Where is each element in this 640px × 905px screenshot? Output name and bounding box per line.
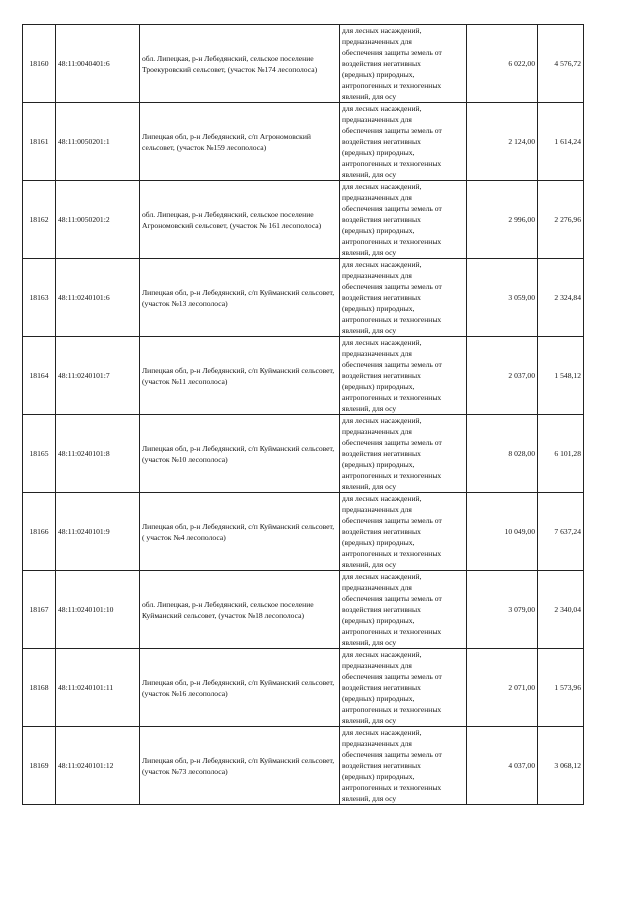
- value-cell: 2 324,84: [538, 259, 584, 337]
- area-cell: 8 028,00: [467, 415, 538, 493]
- address-cell: Липецкая обл, р-н Лебедянский, с/п Куйманский сельсовет, (участок №73 лесополоса): [140, 727, 340, 805]
- land-use-purpose-cell: для лесных насаждений, предназначенных для обеспечения защиты земель от воздействия негативных (вредных) природных, антропогенных и техногенных явлений, для осу: [340, 25, 467, 103]
- value-cell: 1 614,24: [538, 103, 584, 181]
- land-use-purpose-cell: для лесных насаждений, предназначенных для обеспечения защиты земель от воздействия негативных (вредных) природных, антропогенных и техногенных явлений, для осу: [340, 259, 467, 337]
- land-use-purpose-cell: для лесных насаждений, предназначенных для обеспечения защиты земель от воздействия негативных (вредных) природных, антропогенных и техногенных явлений, для осу: [340, 103, 467, 181]
- table-row: [23, 259, 584, 337]
- area-cell: 2 124,00: [467, 103, 538, 181]
- row-number-cell: 18165: [23, 415, 56, 493]
- land-plots-table: [22, 24, 584, 805]
- value-cell: 2 340,04: [538, 571, 584, 649]
- row-number-cell: 18164: [23, 337, 56, 415]
- land-use-purpose-cell: для лесных насаждений, предназначенных для обеспечения защиты земель от воздействия негативных (вредных) природных, антропогенных и техногенных явлений, для осу: [340, 493, 467, 571]
- value-cell: 7 637,24: [538, 493, 584, 571]
- table-row: [23, 25, 584, 103]
- table-row: [23, 415, 584, 493]
- area-cell: 10 049,00: [467, 493, 538, 571]
- address-cell: обл. Липецкая, р-н Лебедянский, сельское поселение Троекуровский сельсовет, (участок №174 лесополоса): [140, 25, 340, 103]
- address-cell: Липецкая обл, р-н Лебедянский, с/п Куйманский сельсовет, (участок №10 лесополоса): [140, 415, 340, 493]
- cadastral-number-cell: 48:11:0240101:12: [56, 727, 140, 805]
- table-row: [23, 571, 584, 649]
- table-row: [23, 337, 584, 415]
- cadastral-number-cell: 48:11:0040401:6: [56, 25, 140, 103]
- cadastral-number-cell: 48:11:0240101:11: [56, 649, 140, 727]
- table-body: [23, 25, 584, 805]
- address-cell: обл. Липецкая, р-н Лебедянский, сельское поселение Агрономовский сельсовет, (участок № 161 лесополоса): [140, 181, 340, 259]
- row-number-cell: 18161: [23, 103, 56, 181]
- cadastral-number-cell: 48:11:0240101:7: [56, 337, 140, 415]
- value-cell: 2 276,96: [538, 181, 584, 259]
- table-row: [23, 103, 584, 181]
- value-cell: 4 576,72: [538, 25, 584, 103]
- row-number-cell: 18163: [23, 259, 56, 337]
- cadastral-number-cell: 48:11:0240101:9: [56, 493, 140, 571]
- row-number-cell: 18160: [23, 25, 56, 103]
- row-number-cell: 18168: [23, 649, 56, 727]
- area-cell: 3 079,00: [467, 571, 538, 649]
- land-use-purpose-cell: для лесных насаждений, предназначенных для обеспечения защиты земель от воздействия негативных (вредных) природных, антропогенных и техногенных явлений, для осу: [340, 181, 467, 259]
- table-row: [23, 181, 584, 259]
- land-use-purpose-cell: для лесных насаждений, предназначенных для обеспечения защиты земель от воздействия негативных (вредных) природных, антропогенных и техногенных явлений, для осу: [340, 571, 467, 649]
- address-cell: Липецкая обл, р-н Лебедянский, с/п Куйманский сельсовет, ( участок №4 лесополоса): [140, 493, 340, 571]
- value-cell: 1 573,96: [538, 649, 584, 727]
- row-number-cell: 18167: [23, 571, 56, 649]
- land-use-purpose-cell: для лесных насаждений, предназначенных для обеспечения защиты земель от воздействия негативных (вредных) природных, антропогенных и техногенных явлений, для осу: [340, 727, 467, 805]
- address-cell: Липецкая обл, р-н Лебедянский, с/п Куйманский сельсовет, (участок №11 лесополоса): [140, 337, 340, 415]
- row-number-cell: 18166: [23, 493, 56, 571]
- land-use-purpose-cell: для лесных насаждений, предназначенных для обеспечения защиты земель от воздействия негативных (вредных) природных, антропогенных и техногенных явлений, для осу: [340, 337, 467, 415]
- cadastral-number-cell: 48:11:0240101:6: [56, 259, 140, 337]
- table-row: [23, 649, 584, 727]
- cadastral-number-cell: 48:11:0240101:10: [56, 571, 140, 649]
- address-cell: обл. Липецкая, р-н Лебедянский, сельское поселение Куйманский сельсовет, (участок №18 лесополоса): [140, 571, 340, 649]
- value-cell: 3 068,12: [538, 727, 584, 805]
- row-number-cell: 18169: [23, 727, 56, 805]
- land-use-purpose-cell: для лесных насаждений, предназначенных для обеспечения защиты земель от воздействия негативных (вредных) природных, антропогенных и техногенных явлений, для осу: [340, 415, 467, 493]
- value-cell: 6 101,28: [538, 415, 584, 493]
- area-cell: 2 037,00: [467, 337, 538, 415]
- address-cell: Липецкая обл, р-н Лебедянский, с/п Куйманский сельсовет, (участок №16 лесополоса): [140, 649, 340, 727]
- table-row: [23, 727, 584, 805]
- land-use-purpose-cell: для лесных насаждений, предназначенных для обеспечения защиты земель от воздействия негативных (вредных) природных, антропогенных и техногенных явлений, для осу: [340, 649, 467, 727]
- table-row: [23, 493, 584, 571]
- cadastral-number-cell: 48:11:0240101:8: [56, 415, 140, 493]
- cadastral-number-cell: 48:11:0050201:2: [56, 181, 140, 259]
- address-cell: Липецкая обл, р-н Лебедянский, с/п Агрономовский сельсовет, (участок №159 лесополоса): [140, 103, 340, 181]
- area-cell: 3 059,00: [467, 259, 538, 337]
- area-cell: 4 037,00: [467, 727, 538, 805]
- area-cell: 2 071,00: [467, 649, 538, 727]
- value-cell: 1 548,12: [538, 337, 584, 415]
- cadastral-number-cell: 48:11:0050201:1: [56, 103, 140, 181]
- area-cell: 2 996,00: [467, 181, 538, 259]
- address-cell: Липецкая обл, р-н Лебедянский, с/п Куйманский сельсовет, (участок №13 лесополоса): [140, 259, 340, 337]
- area-cell: 6 022,00: [467, 25, 538, 103]
- row-number-cell: 18162: [23, 181, 56, 259]
